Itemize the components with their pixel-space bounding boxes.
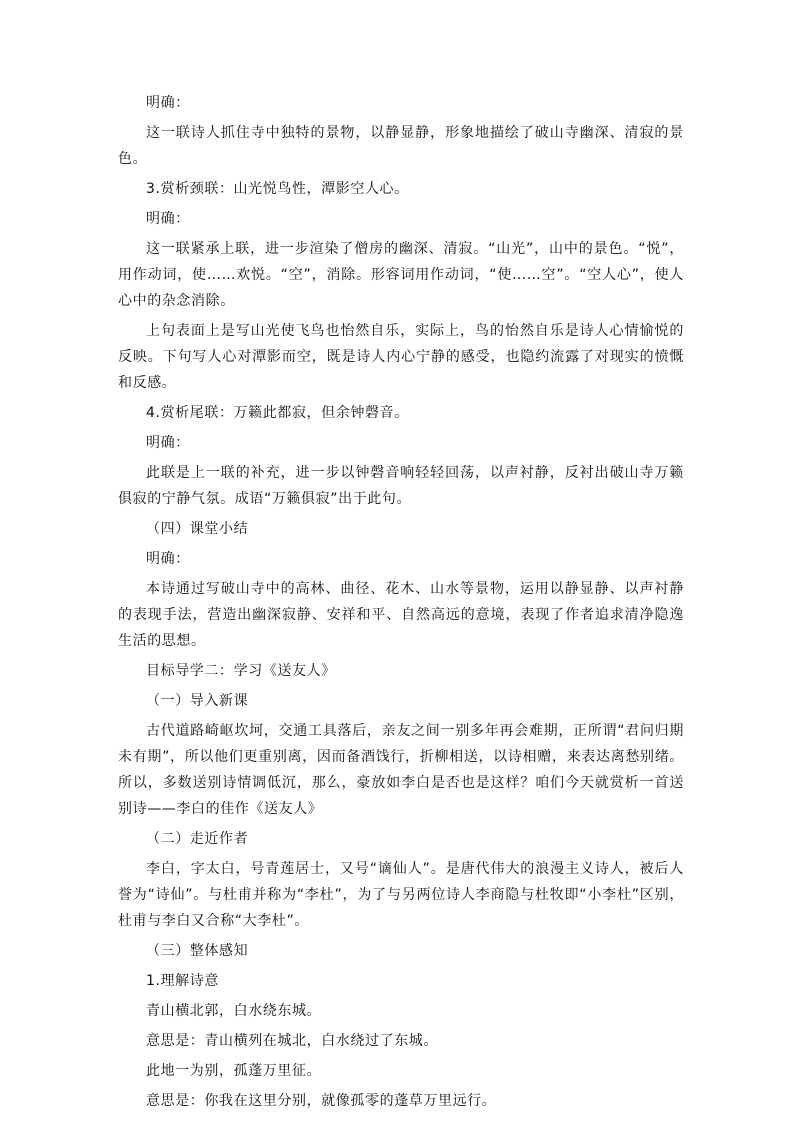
paragraph: 李白，字太白，号青莲居士，又号“谪仙人”。是唐代伟大的浪漫主义诗人，被后人誉为“诗仙”。与杜甫并称为“李杜”，为了与另两位诗人李商隐与杜牧即“小李杜”区别，杜甫与李白又合称“大李杜”。 xyxy=(118,861,684,929)
poem-meaning: 意思是：青山横列在城北，白水绕过了东城。 xyxy=(146,1033,438,1049)
paragraph: 上句表面上是写山光使飞鸟也怡然自乐，实际上，鸟的怡然自乐是诗人心情愉悦的反映。下句写人心对潭影而空，既是诗人内心宁静的感受，也隐约流露了对现实的愤慨和反感。 xyxy=(118,323,684,391)
section-heading: 3.赏析颈联：山光悦鸟性，潭影空人心。 xyxy=(146,181,409,197)
paragraph-label: 明确： xyxy=(146,551,190,567)
paragraph: 古代道路崎岖坎坷，交通工具落后，亲友之间一别多年再会难期，正所谓“君问归期未有期”，所以他们更重别离，因而备酒饯行，折柳相送，以诗相赠，来表达离愁别绪。所以，多数送别诗情调低沉，那么，豪放如李白是否也是这样？咱们今天就赏析一首送别诗——李白的佳作《送友人》 xyxy=(118,723,684,817)
poem-line: 此地一为别，孤蓬万里征。 xyxy=(146,1063,322,1079)
section-heading: （一）导入新课 xyxy=(146,693,249,709)
document-page xyxy=(118,90,684,1114)
section-heading: 1.理解诗意 xyxy=(146,973,219,989)
poem-meaning: 意思是：你我在这里分别，就像孤零的蓬草万里远行。 xyxy=(146,1093,497,1109)
paragraph-label: 明确： xyxy=(146,211,190,227)
paragraph: 本诗通过写破山寺中的高林、曲径、花木、山水等景物，运用以静显静、以声衬静的表现手法，营造出幽深寂静、安祥和平、自然高远的意境，表现了作者追求清净隐逸生活的思想。 xyxy=(118,581,684,649)
paragraph-label: 明确： xyxy=(146,435,190,451)
section-heading: （四）课堂小结 xyxy=(146,521,249,537)
paragraph: 此联是上一联的补充，进一步以钟磬音响轻轻回荡，以声衬静，反衬出破山寺万籁俱寂的宁静气氛。成语“万籁俱寂”出于此句。 xyxy=(118,465,684,507)
section-heading: 4.赏析尾联：万籁此都寂，但余钟磬音。 xyxy=(146,405,409,421)
paragraph: 这一联诗人抓住寺中独特的景物，以静显静，形象地描绘了破山寺幽深、清寂的景色。 xyxy=(118,125,684,167)
section-heading: （三）整体感知 xyxy=(146,943,249,959)
paragraph: 这一联紧承上联，进一步渲染了僧房的幽深、清寂。“山光”，山中的景色。“悦”，用作动词，使……欢悦。“空”，消除。形容词用作动词，“使……空”。“空人心”，使人心中的杂念消除。 xyxy=(118,241,684,309)
poem-line: 青山横北郭，白水绕东城。 xyxy=(146,1003,322,1019)
section-heading: 目标导学二：学习《送友人》 xyxy=(146,663,336,679)
section-heading: （二）走近作者 xyxy=(146,831,249,847)
paragraph-label: 明确： xyxy=(146,95,190,111)
